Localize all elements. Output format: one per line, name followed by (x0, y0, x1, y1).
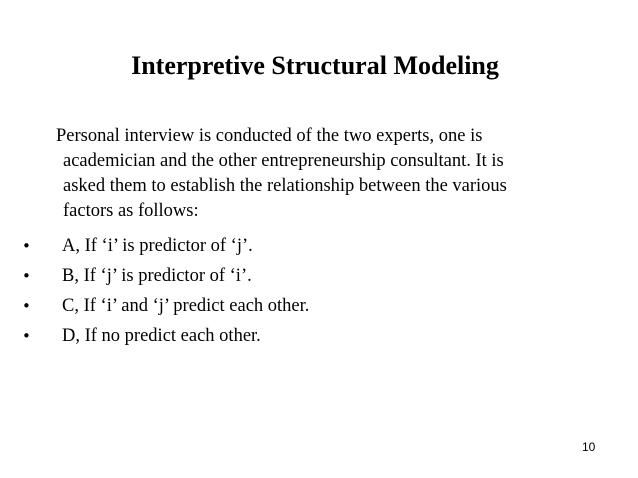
bullet-text: A, If ‘i’ is predictor of ‘j’. (62, 236, 253, 256)
bullet-item (22, 291, 309, 321)
bullet-text: B, If ‘j’ is predictor of ‘i’. (62, 266, 252, 286)
bullet-text: D, If no predict each other. (62, 326, 261, 346)
bullet-list (22, 231, 309, 351)
bullet-item (22, 321, 309, 351)
bullet-icon: • (22, 237, 31, 255)
bullet-icon: • (22, 327, 31, 345)
intro-line: academician and the other entrepreneurship consultant. It is (63, 151, 504, 171)
bullet-icon: • (22, 267, 31, 285)
bullet-item (22, 261, 309, 291)
page-number: 10 (582, 440, 596, 454)
intro-line: Personal interview is conducted of the two experts, one is (56, 126, 483, 146)
intro-line: asked them to establish the relationship between the various (63, 176, 507, 196)
bullet-icon: • (22, 297, 31, 315)
intro-paragraph (56, 124, 596, 224)
bullet-item (22, 231, 309, 261)
intro-line: factors as follows: (63, 201, 199, 221)
slide-title: Interpretive Structural Modeling (131, 51, 499, 80)
bullet-text: C, If ‘i’ and ‘j’ predict each other. (62, 296, 310, 316)
